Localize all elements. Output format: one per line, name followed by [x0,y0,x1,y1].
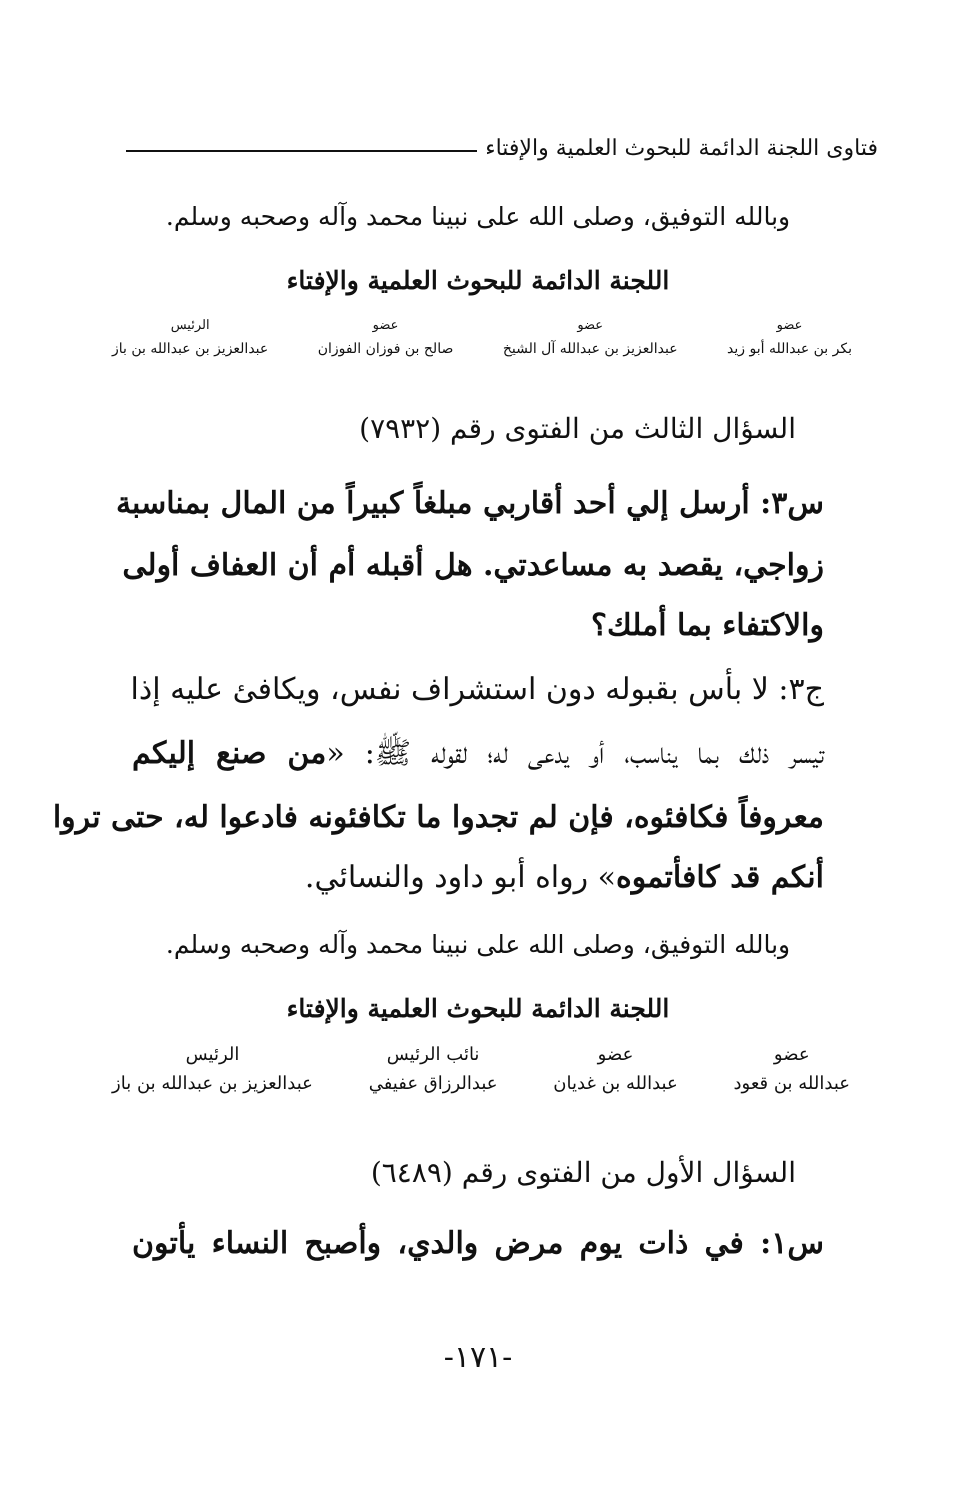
answer-line [132,860,824,896]
signatory-role: عضو [773,1044,810,1065]
signatory [727,318,852,357]
answer-line [132,736,824,772]
signatory-name: صالح بن فوزان الفوزان [317,341,454,357]
signatory [734,1044,850,1094]
closing-line-2: وبالله التوفيق، وصلى الله على نبينا محمد وآله وصحبه وسلم. [165,930,791,959]
signatories-1 [112,318,852,357]
header-title: فتاوى اللجنة الدائمة للبحوث العلمية والإفتاء [485,135,878,161]
signatory-role: عضو [776,318,803,333]
signatory [112,318,268,357]
signatory-name: بكر بن عبدالله أبو زيد [727,341,852,357]
signatory [112,1044,313,1094]
signatory-role: عضو [597,1044,634,1065]
signatory-role: عضو [577,318,604,333]
signatory-name: عبدالله بن غديان [553,1073,678,1094]
signatory-name: عبدالرزاق عفيفي [368,1073,498,1094]
hadith-text: من صنع إليكم [132,736,327,771]
hadith-text: أنكم قد كافأتموه [615,860,824,895]
question-heading-1: السؤال الثالث من الفتوى رقم (٧٩٣٢) [359,412,796,445]
answer-text: » رواه أبو داود والنسائي. [304,860,616,895]
signatory-name: عبدالعزيز بن عبدالله آل الشيخ [502,341,678,357]
question-line: زواجي، يقصد به مساعدتي. هل أقبله أم أن العفاف أولى [122,548,824,583]
signatory-role: عضو [372,318,399,333]
signatories-2 [112,1044,850,1094]
question-line: س٣: أرسل إلي أحد أقاربي مبلغاً كبيراً من المال بمناسبة [115,486,824,521]
committee-title-1: اللجنة الدائمة للبحوث العلمية والإفتاء [286,266,670,295]
answer-text: تيسر ذلك بما يناسب، أو يدعى له؛ لقوله ﷺ: « [326,736,824,771]
signatory-name: عبدالعزيز بن عبدالله بن باز [112,1073,313,1094]
question-line: س١: في ذات يوم مرض والدي، وأصبح النساء يأتون [132,1226,824,1261]
closing-line-1: وبالله التوفيق، وصلى الله على نبينا محمد وآله وصحبه وسلم. [165,202,791,231]
signatory-name: عبدالله بن قعود [733,1073,850,1094]
signatory-role: نائب الرئيس [386,1044,480,1065]
signatory [369,1044,498,1094]
header-rule [126,150,477,152]
answer-line: ج٣: لا بأس بقبوله دون استشراف نفس، ويكافئ عليه إذا [130,672,824,707]
signatory-name: عبدالعزيز بن عبدالله بن باز [112,341,269,357]
page-number: -١٧١- [443,1340,513,1375]
hadith-line: معروفاً فكافئوه، فإن لم تجدوا ما تكافئونه فادعوا له، حتى تروا [52,800,824,835]
running-header [126,132,878,164]
signatory [503,318,678,357]
committee-title-2: اللجنة الدائمة للبحوث العلمية والإفتاء [286,994,670,1023]
signatory [318,318,454,357]
question-heading-2: السؤال الأول من الفتوى رقم (٦٤٨٩) [370,1156,796,1189]
signatory-role: الرئيس [185,1044,240,1065]
signatory [553,1044,677,1094]
signatory-role: الرئيس [170,318,210,333]
question-line: والاكتفاء بما أملك؟ [591,608,824,643]
